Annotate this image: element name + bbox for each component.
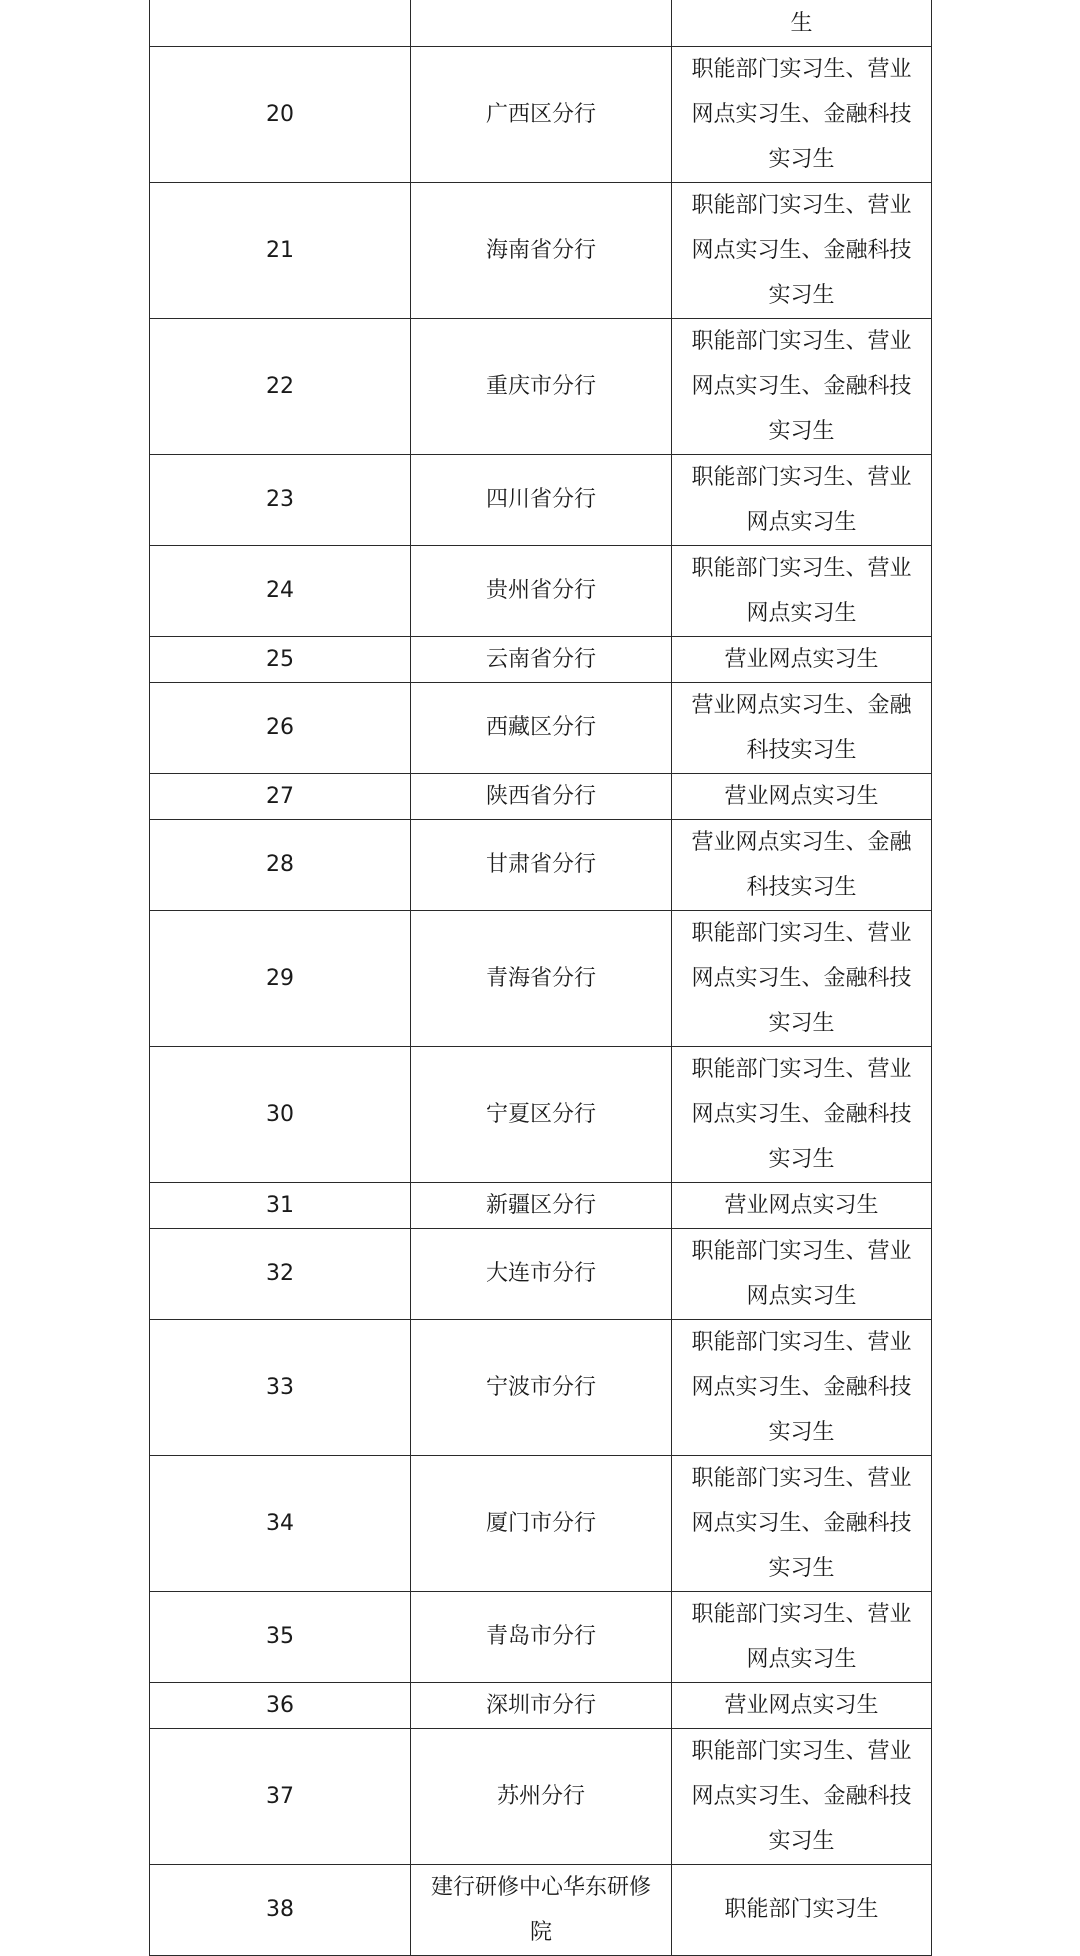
table-row [150,318,932,454]
cell-number: 33 [150,1319,411,1455]
table-row [150,773,932,819]
cell-branch: 建行研修中心华东研修院 [411,1864,672,1955]
cell-number: 21 [150,182,411,318]
cell-number: 23 [150,454,411,545]
cell-number: 35 [150,1591,411,1682]
cell-positions: 营业网点实习生、金融科技实习生 [672,819,932,910]
cell-branch: 深圳市分行 [411,1682,672,1728]
cell-number: 20 [150,46,411,182]
cell-positions: 职能部门实习生、营业网点实习生 [672,1591,932,1682]
cell-branch: 大连市分行 [411,1228,672,1319]
cell-branch: 宁夏区分行 [411,1046,672,1182]
cell-number: 30 [150,1046,411,1182]
cell-positions: 营业网点实习生 [672,636,932,682]
cell-number: 29 [150,910,411,1046]
cell-number: 22 [150,318,411,454]
cell-number: 37 [150,1728,411,1864]
cell-branch: 四川省分行 [411,454,672,545]
cell-number: 38 [150,1864,411,1955]
table-row-partial [150,0,932,46]
table-row [150,1682,932,1728]
cell-positions: 职能部门实习生、营业网点实习生 [672,545,932,636]
cell-number: 28 [150,819,411,910]
table-row [150,1864,932,1955]
cell-positions: 职能部门实习生、营业网点实习生、金融科技实习生 [672,46,932,182]
table-row [150,1319,932,1455]
cell-branch: 陕西省分行 [411,773,672,819]
table-row [150,636,932,682]
cell-branch: 青海省分行 [411,910,672,1046]
cell-positions: 生 [672,0,932,46]
table-row [150,545,932,636]
cell-positions: 职能部门实习生、营业网点实习生、金融科技实习生 [672,1046,932,1182]
cell-branch: 青岛市分行 [411,1591,672,1682]
cell-positions: 职能部门实习生、营业网点实习生、金融科技实习生 [672,1319,932,1455]
cell-number: 36 [150,1682,411,1728]
cell-positions: 职能部门实习生、营业网点实习生、金融科技实习生 [672,318,932,454]
cell-positions: 职能部门实习生、营业网点实习生 [672,454,932,545]
cell-positions: 职能部门实习生、营业网点实习生 [672,1228,932,1319]
table-row [150,1591,932,1682]
table-row [150,910,932,1046]
internship-branch-table [149,0,932,1956]
cell-branch: 云南省分行 [411,636,672,682]
cell-branch: 贵州省分行 [411,545,672,636]
table-row [150,1455,932,1591]
cell-positions: 营业网点实习生、金融科技实习生 [672,682,932,773]
cell-positions: 职能部门实习生、营业网点实习生、金融科技实习生 [672,910,932,1046]
cell-number: 26 [150,682,411,773]
cell-branch: 新疆区分行 [411,1182,672,1228]
cell-number: 34 [150,1455,411,1591]
table-row [150,819,932,910]
cell-positions: 营业网点实习生 [672,1682,932,1728]
table-row [150,182,932,318]
cell-branch: 甘肃省分行 [411,819,672,910]
cell-number: 31 [150,1182,411,1228]
cell-positions: 营业网点实习生 [672,1182,932,1228]
table-row [150,454,932,545]
table-row [150,682,932,773]
table-row [150,1228,932,1319]
cell-branch: 广西区分行 [411,46,672,182]
cell-positions: 职能部门实习生、营业网点实习生、金融科技实习生 [672,1455,932,1591]
cell-number [150,0,411,46]
cell-positions: 职能部门实习生、营业网点实习生、金融科技实习生 [672,1728,932,1864]
cell-positions: 职能部门实习生 [672,1864,932,1955]
cell-branch: 宁波市分行 [411,1319,672,1455]
cell-number: 25 [150,636,411,682]
table-row [150,1728,932,1864]
cell-branch: 苏州分行 [411,1728,672,1864]
cell-positions: 职能部门实习生、营业网点实习生、金融科技实习生 [672,182,932,318]
cell-branch: 西藏区分行 [411,682,672,773]
cell-branch [411,0,672,46]
cell-branch: 海南省分行 [411,182,672,318]
cell-number: 27 [150,773,411,819]
table-row [150,46,932,182]
cell-positions: 营业网点实习生 [672,773,932,819]
internship-table-wrapper [149,0,931,1956]
cell-branch: 重庆市分行 [411,318,672,454]
table-row [150,1182,932,1228]
cell-branch: 厦门市分行 [411,1455,672,1591]
table-row [150,1046,932,1182]
cell-number: 32 [150,1228,411,1319]
cell-number: 24 [150,545,411,636]
